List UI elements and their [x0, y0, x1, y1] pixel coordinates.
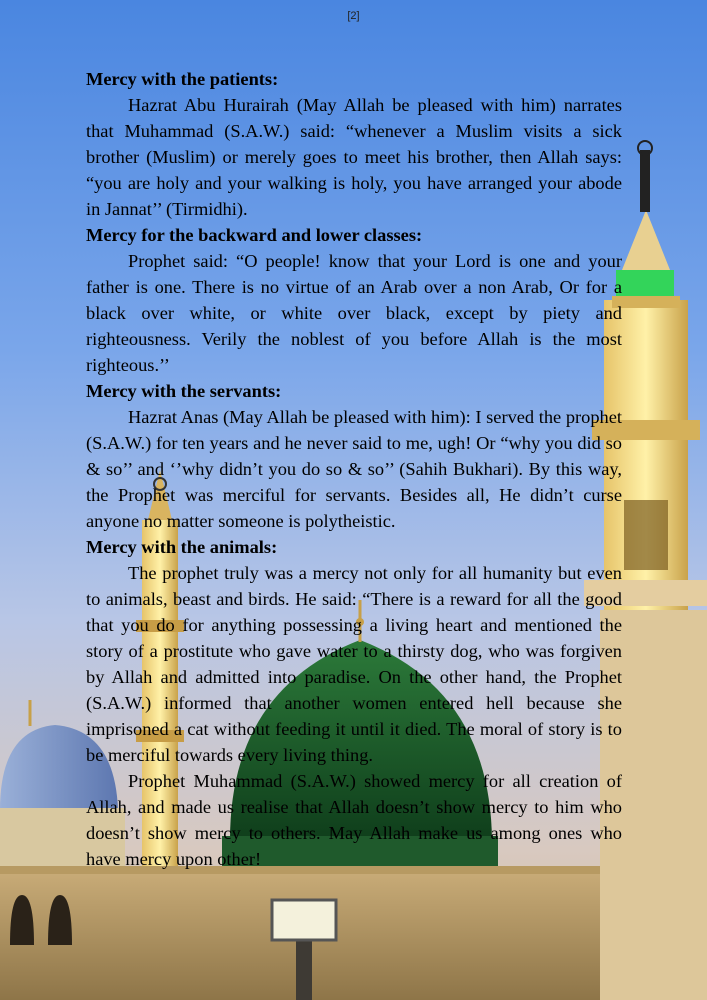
section-heading: Mercy for the backward and lower classes: [86, 225, 423, 245]
section-paragraph: Prophet said: “O people! know that your Lord is one and your father is one. There is no virtue of an Arab over a non Arab, Or for a black over white, or white over black, except by piety and righteousness. Verily the noblest of you before Allah is the most righteous.’’ [86, 251, 622, 375]
section-heading: Mercy with the servants: [86, 381, 282, 401]
section-paragraph: Hazrat Abu Hurairah (May Allah be pleased with him) narrates that Muhammad (S.A.W.) said: “whenever a Muslim visits a sick brother (Muslim) or merely goes to meet his brother, then Allah says: “you are holy and your walking is holy, you have arranged your abode in Jannat’’ (Tirmidhi). [86, 95, 622, 219]
section-paragraph: Prophet Muhammad (S.A.W.) showed mercy for all creation of Allah, and made us realise that Allah doesn’t show mercy to him who doesn’t show mercy to others. May Allah make us among ones who have mercy upon other! [86, 771, 622, 869]
section-heading: Mercy with the animals: [86, 537, 278, 557]
section-paragraph: Hazrat Anas (May Allah be pleased with him): I served the prophet (S.A.W.) for ten years and he never said to me, ugh! Or “why you did so & so’’ and ‘’why didn’t you do so & so’’ (Sahih Bukhari). By this way, the Prophet was merciful for servants. Besides all, He didn’t curse anyone no matter someone is polytheistic. [86, 407, 622, 531]
section-paragraph: The prophet truly was a mercy not only for all humanity but even to animals, beast and birds. He said: “There is a reward for all the good that you do for anything possessing a living heart and mentioned the story of a prostitute who gave water to a thirsty dog, who was forgiven by Allah and admitted into paradise. On the other hand, the Prophet (S.A.W.) informed that another women entered hell because she imprisoned a cat without feeding it until it died. The moral of story is to be merciful towards every living thing. [86, 563, 622, 765]
section-heading: Mercy with the patients: [86, 69, 279, 89]
document-body [86, 66, 622, 872]
page-number: [2] [347, 10, 360, 22]
